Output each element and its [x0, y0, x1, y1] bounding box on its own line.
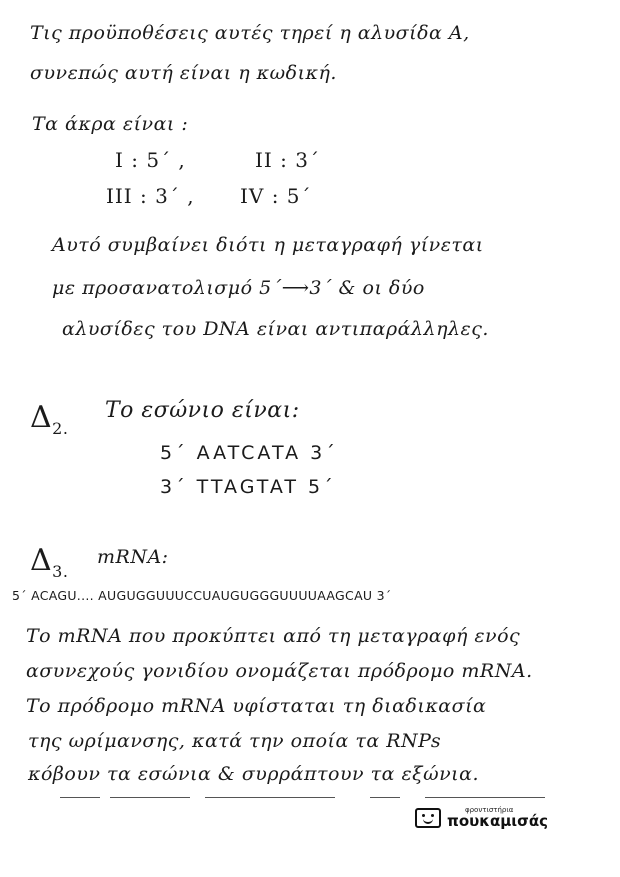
d3-text-line-1: Το mRNA που προκύπτει από τη μεταγραφή ενός: [26, 625, 521, 647]
brand-subtitle: φροντιστήρια: [465, 806, 514, 814]
ends-heading: Τα άκρα είναι :: [32, 113, 189, 135]
footer-rule-1: [60, 797, 100, 798]
footer-rule-2: [110, 797, 190, 798]
intro-line-2: συνεπώς αυτή είναι η κωδική.: [30, 62, 337, 84]
d3-text-line-3: Το πρόδρομο mRNA υφίσταται τη διαδικασία: [26, 695, 487, 717]
explanation-line-3: αλυσίδες του DNA είναι αντιπαράλληλες.: [62, 318, 489, 340]
brand-logo: [415, 803, 548, 833]
question-d3-label: $\Delta_{3.}$: [30, 543, 69, 581]
d3-mrna-sequence: 5΄ ACAGU.... AUGUGGUUUCCUAUGUGGGUUUUAAGCAU 3΄: [12, 588, 392, 603]
footer-rule-5: [425, 797, 545, 798]
end-4: IV : 5΄: [240, 184, 312, 208]
question-d2-label: $\Delta_{2.}$: [30, 400, 69, 438]
brand-name: πουκαμισάς: [447, 812, 549, 830]
end-3: III : 3΄ ,: [106, 184, 195, 208]
d3-text-line-4: της ωρίμανσης, κατά την οποία τα RNPs: [28, 730, 442, 752]
d2-sequence-2: 3΄ TTAGTAT 5΄: [160, 476, 336, 498]
d3-heading: mRNA:: [97, 546, 169, 568]
d2-sequence-1: 5΄ AATCATA 3΄: [160, 442, 338, 464]
end-2: II : 3΄: [255, 148, 320, 172]
explanation-line-1: Αυτό συμβαίνει διότι η μεταγραφή γίνεται: [52, 234, 484, 256]
footer-rule-4: [370, 797, 400, 798]
explanation-line-2: με προσανατολισμό 5΄⟶3΄ & οι δύο: [52, 277, 425, 299]
footer-rule-3: [205, 797, 335, 798]
d2-heading: Το εσώνιο είναι:: [105, 398, 300, 423]
d3-text-line-5: κόβουν τα εσώνια & συρράπτουν τα εξώνια.: [28, 763, 479, 785]
intro-line-1: Τις προϋποθέσεις αυτές τηρεί η αλυσίδα Α,: [30, 22, 470, 44]
smiley-icon: [415, 808, 441, 828]
d3-text-line-2: ασυνεχούς γονιδίου ονομάζεται πρόδρομο mRNA.: [26, 660, 533, 682]
end-1: I : 5΄ ,: [115, 148, 186, 172]
